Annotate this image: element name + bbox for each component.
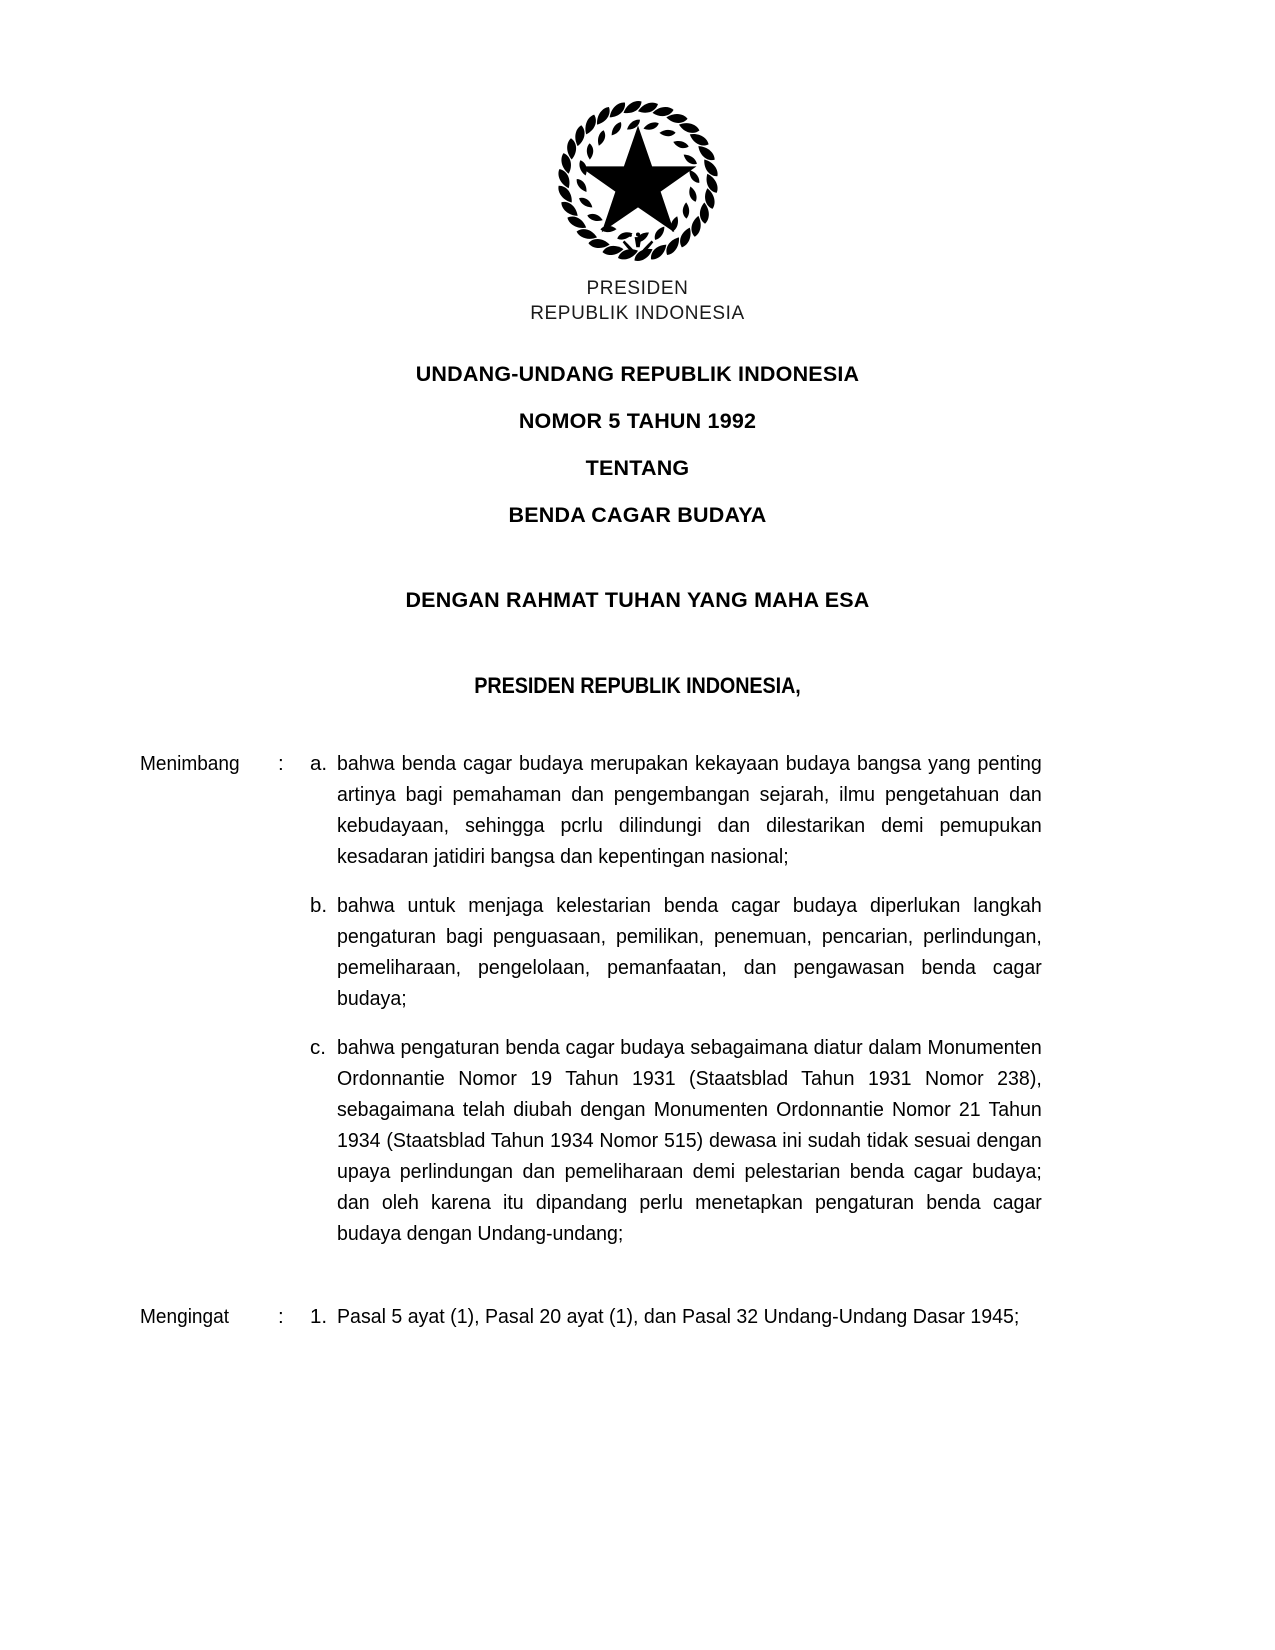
document-about-label: TENTANG <box>585 456 690 480</box>
page-title: UNDANG-UNDANG REPUBLIK INDONESIA <box>415 362 860 386</box>
consideration-marker-b: b. <box>310 894 328 917</box>
emblem-caption-line1: PRESIDEN <box>586 278 689 299</box>
blessing-line: DENGAN RAHMAT TUHAN YANG MAHA ESA <box>405 588 870 612</box>
garuda-star-wreath-icon <box>553 96 723 266</box>
legal-basis-item-1 <box>140 1301 1075 1332</box>
considerations-group <box>140 748 1075 1249</box>
legal-basis-marker-1: 1. <box>310 1305 328 1328</box>
legal-basis-group <box>140 1301 1075 1332</box>
section-spacer <box>140 1249 1075 1301</box>
consideration-marker-c: c. <box>310 1036 326 1059</box>
considerations-colon: : <box>278 752 284 775</box>
document-number: NOMOR 5 TAHUN 1992 <box>518 409 757 433</box>
document-title-block <box>0 362 1275 527</box>
emblem-caption <box>0 276 1275 326</box>
document-subject: BENDA CAGAR BUDAYA <box>508 503 767 527</box>
consideration-text-a: bahwa benda cagar budaya merupakan kekayaan budaya bangsa yang penting artinya bagi pemahaman dan pengembangan sejarah, ilmu pengetahuan dan kebudayaan, sehingga pcrlu dilindungi dan dilestarikan demi pemupukan kesadaran jatidiri bangsa dan kepentingan nasional; <box>337 752 1042 868</box>
consideration-text-c: bahwa pengaturan benda cagar budaya sebagaimana diatur dalam Monumenten Ordonnantie Nomor 19 Tahun 1931 (Staatsblad Tahun 1931 Nomor 238), sebagaimana telah diubah dengan Monumenten Ordonnantie Nomor 21 Tahun 1934 (Staatsblad Tahun 1934 Nomor 515) dewasa ini sudah tidak sesuai dengan upaya perlindungan dan pemeliharaan demi pelestarian benda cagar budaya; dan oleh karena itu dipandang perlu menetapkan pengaturan benda cagar budaya dengan Undang-undang; <box>337 1036 1042 1245</box>
clauses-container <box>140 748 1075 1332</box>
emblem-container <box>0 96 1275 271</box>
consideration-item-c <box>140 1032 1075 1249</box>
legal-basis-label: Mengingat <box>140 1305 230 1328</box>
consideration-marker-a: a. <box>310 752 328 775</box>
considerations-label: Menimbang <box>140 752 240 775</box>
emblem-caption-line2: REPUBLIK INDONESIA <box>530 303 745 324</box>
signatory-line: PRESIDEN REPUBLIK INDONESIA, <box>474 673 801 698</box>
consideration-text-b: bahwa untuk menjaga kelestarian benda cagar budaya diperlukan langkah pengaturan bagi penguasaan, pemilikan, penemuan, pencarian, perlindungan, pemeliharaan, pengelolaan, pemanfaatan, dan pengawasan benda cagar budaya; <box>337 894 1042 1010</box>
consideration-item-b <box>140 890 1075 1014</box>
legal-basis-colon: : <box>278 1305 284 1328</box>
consideration-item-a <box>140 748 1075 872</box>
legal-basis-text-1: Pasal 5 ayat (1), Pasal 20 ayat (1), dan Pasal 32 Undang-Undang Dasar 1945; <box>337 1305 1020 1328</box>
